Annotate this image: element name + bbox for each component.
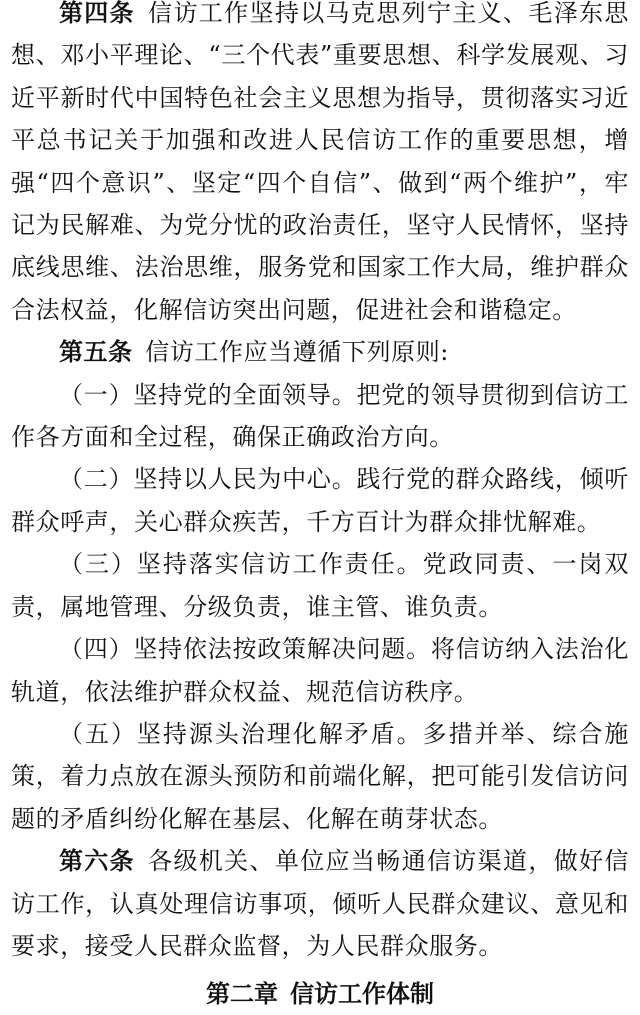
article-5 (11, 331, 629, 373)
principle-item: （二）坚持以人民为中心。践行党的群众路线，倾听群众呼声，关心群众疾苦，千方百计为群众排忧解难。 (11, 465, 629, 536)
article-number: 第五条 (59, 338, 133, 367)
chapter-number: 第二章 (206, 980, 278, 1009)
article-6 (11, 840, 629, 967)
article-4 (11, 0, 629, 331)
document-page (11, 0, 629, 1015)
article-text: 信访工作应当遵循下列原则: (145, 338, 449, 367)
principle-item: （四）坚持依法按政策解决问题。将信访纳入法治化轨道，依法维护群众权益、规范信访秩序。 (11, 635, 629, 706)
chapter-title: 信访工作体制 (290, 980, 434, 1009)
article-text: 信访工作坚持以马克思列宁主义、毛泽东思想、邓小平理论、“三个代表”重要思想、科学发展观、习近平新时代中国特色社会主义思想为指导，贯彻落实习近平总书记关于加强和改进人民信访工作的重要思想，增强“四个意识”、坚定“四个自信”、做到“两个维护”，牢记为民解难、为党分忧的政治责任，坚守人民情怀，坚持底线思维、法治思维，服务党和国家工作大局，维护群众合法权益，化解信访突出问题，促进社会和谐稳定。 (11, 0, 629, 324)
article-text: 各级机关、单位应当畅通信访渠道，做好信访工作，认真处理信访事项，倾听人民群众建议、意见和要求，接受人民群众监督，为人民群众服务。 (11, 847, 629, 960)
chapter-heading (11, 973, 629, 1015)
principle-item: （一）坚持党的全面领导。把党的领导贯彻到信访工作各方面和全过程，确保正确政治方向。 (11, 380, 629, 452)
principle-item: （五）坚持源头治理化解矛盾。多措并举、综合施策，着力点放在源头预防和前端化解，把可能引发信访问题的矛盾纠纷化解在基层、化解在萌芽状态。 (11, 719, 629, 833)
principle-item: （三）坚持落实信访工作责任。党政同责、一岗双责，属地管理、分级负责，谁主管、谁负责。 (11, 550, 629, 621)
article-number: 第四条 (59, 0, 135, 27)
article-number: 第六条 (59, 847, 135, 876)
